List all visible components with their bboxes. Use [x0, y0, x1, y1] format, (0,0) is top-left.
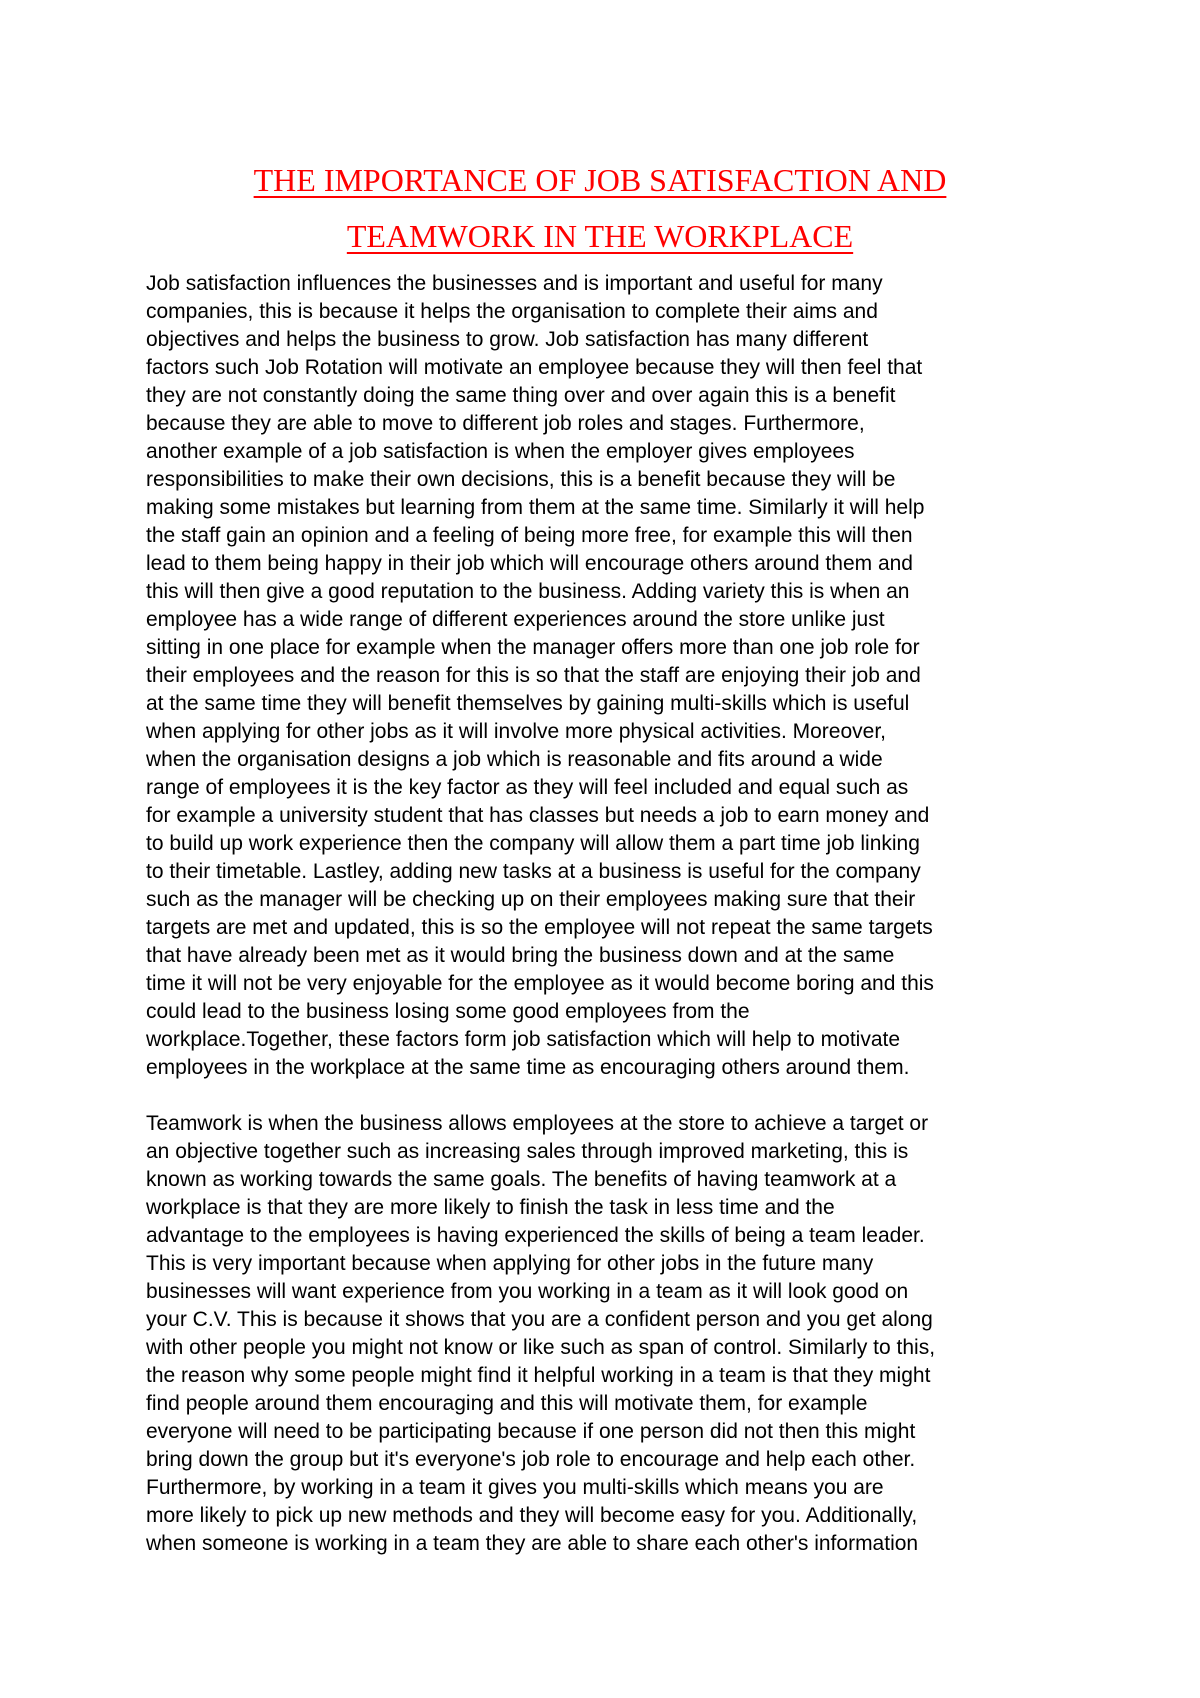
- text-line: businesses will want experience from you working in a team as it will look good on: [146, 1280, 909, 1303]
- text-line: to their timetable. Lastley, adding new tasks at a business is useful for the company: [146, 860, 921, 883]
- text-line: for example a university student that has classes but needs a job to earn money and: [146, 804, 930, 827]
- text-line: targets are met and updated, this is so the employee will not repeat the same targets: [146, 916, 933, 939]
- text-line: employees in the workplace at the same time as encouraging others around them.: [146, 1056, 910, 1079]
- text-line: lead to them being happy in their job which will encourage others around them and: [146, 552, 913, 575]
- paragraph-teamwork: [146, 1110, 1076, 1558]
- text-line: range of employees it is the key factor as they will feel included and equal such as: [146, 776, 909, 799]
- text-line: Furthermore, by working in a team it gives you multi-skills which means you are: [146, 1476, 884, 1499]
- text-line: because they are able to move to different job roles and stages. Furthermore,: [146, 412, 865, 435]
- text-line: responsibilities to make their own decisions, this is a benefit because they will be: [146, 468, 896, 491]
- paragraph-spacer: [146, 1082, 1076, 1110]
- text-line: everyone will need to be participating because if one person did not then this might: [146, 1420, 916, 1443]
- text-line: workplace.Together, these factors form job satisfaction which will help to motivate: [146, 1028, 901, 1051]
- text-line: at the same time they will benefit themselves by gaining multi-skills which is useful: [146, 692, 910, 715]
- text-line: the reason why some people might find it helpful working in a team is that they might: [146, 1364, 931, 1387]
- text-line: find people around them encouraging and this will motivate them, for example: [146, 1392, 868, 1415]
- document-title: [146, 152, 1054, 264]
- title-line: THE IMPORTANCE OF JOB SATISFACTION AND: [253, 162, 947, 198]
- text-line: making some mistakes but learning from them at the same time. Similarly it will help: [146, 496, 925, 519]
- text-line: their employees and the reason for this is so that the staff are enjoying their job and: [146, 664, 921, 687]
- document-body: [146, 270, 1076, 1558]
- text-line: that have already been met as it would bring the business down and at the same: [146, 944, 895, 967]
- text-line: with other people you might not know or like such as span of control. Similarly to this,: [146, 1336, 936, 1359]
- text-line: when applying for other jobs as it will involve more physical activities. Moreover,: [146, 720, 886, 743]
- text-line: known as working towards the same goals. The benefits of having teamwork at a: [146, 1168, 897, 1191]
- text-line: factors such Job Rotation will motivate an employee because they will then feel that: [146, 356, 923, 379]
- text-line: this will then give a good reputation to the business. Adding variety this is when an: [146, 580, 910, 603]
- paragraph-job-satisfaction: [146, 270, 1076, 1082]
- text-line: when the organisation designs a job which is reasonable and fits around a wide: [146, 748, 883, 771]
- text-line: time it will not be very enjoyable for the employee as it would become boring and this: [146, 972, 934, 995]
- text-line: more likely to pick up new methods and they will become easy for you. Additionally,: [146, 1504, 918, 1527]
- text-line: another example of a job satisfaction is when the employer gives employees: [146, 440, 855, 463]
- text-line: workplace is that they are more likely to finish the task in less time and the: [146, 1196, 835, 1219]
- text-line: companies, this is because it helps the organisation to complete their aims and: [146, 300, 878, 323]
- text-line: such as the manager will be checking up on their employees making sure that their: [146, 888, 916, 911]
- text-line: the staff gain an opinion and a feeling of being more free, for example this will then: [146, 524, 913, 547]
- title-line: TEAMWORK IN THE WORKPLACE: [346, 218, 854, 254]
- text-line: Teamwork is when the business allows employees at the store to achieve a target or: [146, 1112, 929, 1135]
- text-line: an objective together such as increasing sales through improved marketing, this is: [146, 1140, 909, 1163]
- text-line: advantage to the employees is having experienced the skills of being a team leader.: [146, 1224, 925, 1247]
- text-line: This is very important because when applying for other jobs in the future many: [146, 1252, 874, 1275]
- text-line: objectives and helps the business to grow. Job satisfaction has many different: [146, 328, 869, 351]
- text-line: employee has a wide range of different experiences around the store unlike just: [146, 608, 885, 631]
- text-line: could lead to the business losing some good employees from the: [146, 1000, 750, 1023]
- text-line: to build up work experience then the company will allow them a part time job linking: [146, 832, 920, 855]
- text-line: they are not constantly doing the same thing over and over again this is a benefit: [146, 384, 896, 407]
- text-line: bring down the group but it's everyone's job role to encourage and help each other.: [146, 1448, 916, 1471]
- text-line: your C.V. This is because it shows that you are a confident person and you get along: [146, 1308, 933, 1331]
- text-line: Job satisfaction influences the businesses and is important and useful for many: [146, 272, 883, 295]
- text-line: sitting in one place for example when the manager offers more than one job role for: [146, 636, 920, 659]
- text-line: when someone is working in a team they are able to share each other's information: [146, 1532, 919, 1555]
